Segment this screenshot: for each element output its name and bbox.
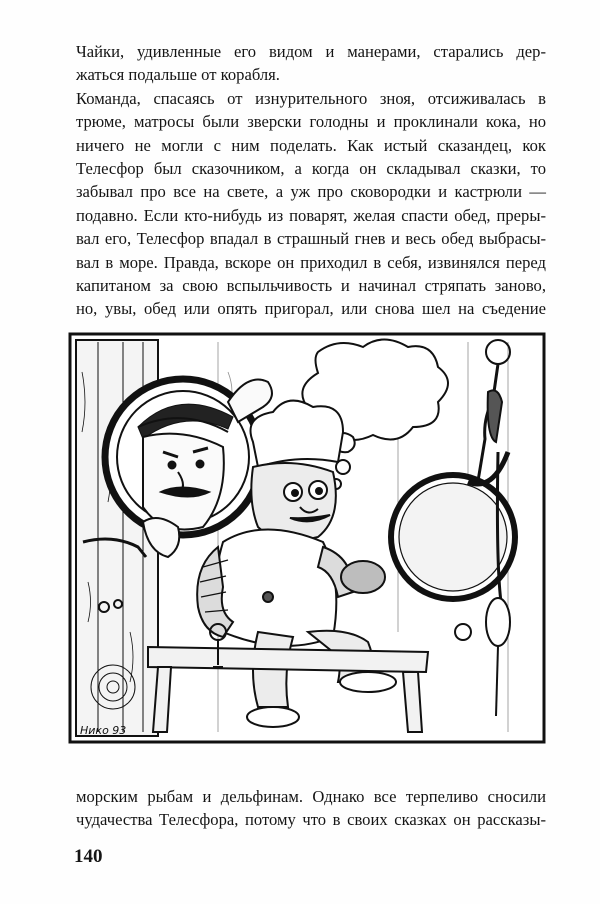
text-line: ничего не могли с ним поделать. Как истый сказандец, кок [76, 135, 546, 155]
text-line: капитаном за свою вспыльчивость и начинал стряпать заново, [76, 276, 546, 296]
text-line: чудачества Телесфора, потому что в своих сказках он рассказы- [76, 810, 546, 830]
top-paragraphs [76, 40, 546, 321]
text-line: Команда, спасаясь от изнурительного зноя, отсиживалась в [76, 88, 546, 108]
text-line: жаться подальше от корабля. [76, 65, 280, 85]
text-line: вал его, Телесфор впадал в страшный гнев и весь обед выбрасы- [76, 229, 546, 249]
bottom-paragraph [76, 785, 546, 832]
cook-illustration [68, 332, 546, 744]
text-line: забывал про все на свете, а уж про сковородки и кастрюли — [76, 182, 546, 202]
text-line: морским рыбам и дельфинам. Однако все терпеливо сносили [76, 787, 546, 806]
artist-signature: Нико 93 [80, 724, 127, 737]
page-number: 140 [74, 846, 103, 867]
text-line: Телесфор был сказочником, а когда он складывал сказки, то [76, 159, 546, 179]
text-line: Чайки, удивленные его видом и манерами, старались дер- [76, 42, 546, 61]
text-line: вал в море. Правда, вскоре он приходил в себя, извинялся перед [76, 252, 546, 272]
text-line: подавно. Если кто-нибудь из поварят, желая спасти обед, преры- [76, 205, 546, 225]
text-line: трюме, матросы были зверски голодны и проклинали кока, но [76, 112, 546, 132]
text-line: но, увы, обед или опять пригорал, или снова шел на съедение [76, 299, 546, 319]
